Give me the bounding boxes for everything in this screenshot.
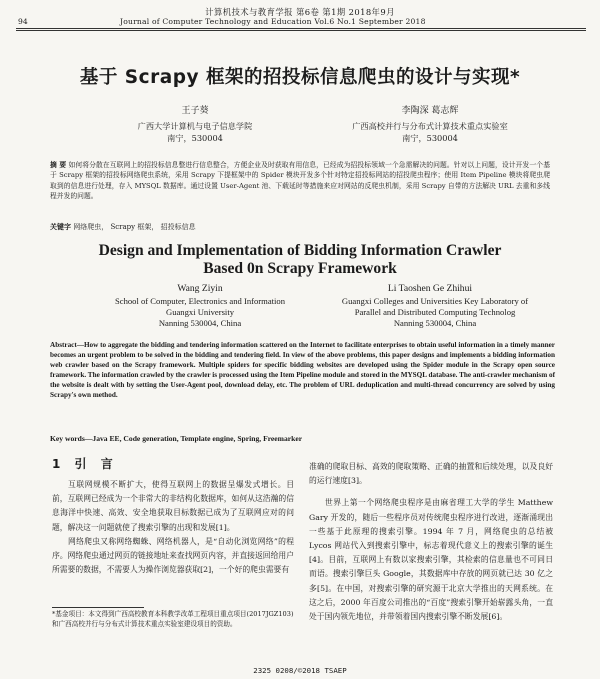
body-paragraph: 准确的爬取目标、高效的爬取策略、正确的抽置和后续处理，以及良好的运行速度[3]。 — [309, 462, 553, 486]
keywords-cn-label: 关键字 — [50, 223, 71, 231]
author-en-2: Li Taoshen Ge Zhihui — [387, 283, 473, 294]
header-rule-thin — [16, 30, 586, 31]
running-header-journal-en: Journal of Computer Technology and Education Vol.6 No.1 September 2018 — [120, 17, 426, 26]
running-header-journal: 计算机技术与教育学报 第6卷 第1期 2018年9月 — [205, 7, 395, 17]
affiliation-en-2-line-3: Nanning 530004, China — [393, 318, 477, 328]
abstract-en-label: Abstract — [50, 341, 77, 349]
keywords-cn-text: 网络爬虫， Scrapy 框架， 招投标信息 — [71, 223, 196, 231]
abstract-en-text: —How to aggregate the bidding and tendering information scattered on the Internet to facilitate enterprises to obtain useful information in a timely manner becomes an urgent problem to be solved in the bidding and tendering field. In view of the above problems, this paper designs and implements a bidding information web crawler based on the Scrapy framework. Multiple spiders for specific bidding websites are developed using the Spider module in the Scrapy open source framework. The information crawled by the crawler is processed using the Item Pipeline module and stored in the MYSQL database. The anti-crawler mechanism of the website is dealt with by setting the User-Agent pool, download delay, etc. The problem of URL deduplication and multi-thread concurrency are solved by using Scrapy's own method. — [50, 341, 555, 399]
copyright-code: 2325 0208/©2018 TSAEP — [253, 666, 347, 675]
affiliation-cn-2-line-2: 南宁，530004 — [402, 133, 458, 143]
abstract-cn-text: 如何将分散在互联网上的招投标信息整进行信息整合，方便企业及时获取有用信息，已经成为招投标领域一个急需解决的问题。针对以上问题，设计开发一个基于 Scrapy 框架的招投标网络爬虫系统，采用 Scrapy 下提框架中的 Spider 模块开发多个针对特定招投标网站的招投爬虫程序；使用 Item Pipeline 模块将爬虫爬取到的信息进行处理，存入 MYSQL 数据库。通过设置 User-Agent 池、下载延时等措施来应对网站的反爬虫机制，采用 Scrapy 自带的方法解决 URL 去重和多线程并发的问题。 — [50, 161, 550, 200]
header-rule — [16, 28, 586, 29]
author-cn-2: 李陶深 葛志辉 — [401, 106, 459, 116]
affiliation-en-2-line-1: Guangxi Colleges and Universities Key Laboratory of — [341, 296, 529, 306]
footnote-rule — [52, 607, 144, 608]
paper-title-en-line-2: Based 0n Scrapy Framework — [203, 260, 397, 277]
body-paragraph: 世界上第一个网络爬虫程序是由麻省理工大学的学生 Matthew Gary 开发的，随后一些程序员对传统爬虫程序进行改进，逐渐涌现出一些基于此原理的搜索引擎。1994 年 7 月，网络爬虫的总结被 Lycos 网站代入到搜索引擎中，标志着现代意义上的搜索引擎的诞生[4]。目前，互联网上有数以家搜索引擎，其检索的信息量也不可同日而语。搜索引擎巨头 Google，其数据库中存放的网页就已达 30 亿之多[5]。在中国，对搜索引擎的研究源于北京大学推出的天网系统。在这之后，2000 年百度公司推出的“百度”搜索引擎开始崭露头角，一直处于国内领先地位，并带领着国内搜索引擎不断发展[6]。 — [309, 498, 553, 622]
paper-title-en — [0, 242, 600, 278]
footnote-funding: *基金项目：本文得到广西高校教育本科教学改革工程项目重点项目(2017JGZ103)和广西高校并行与分布式计算技术重点实验室建设项目的资助。 — [52, 610, 294, 628]
paper-title-cn: 基于 Scrapy 框架的招投标信息爬虫的设计与实现* — [79, 67, 521, 88]
keywords-en — [50, 434, 555, 443]
affiliation-en-2-line-2: Parallel and Distributed Computing Technolog — [354, 307, 516, 317]
affiliation-cn-2 — [305, 120, 555, 144]
keywords-en-text: —Java EE, Code generation, Template engine, Spring, Freemarker — [84, 434, 303, 443]
keywords-cn — [50, 222, 550, 232]
abstract-en — [50, 340, 555, 400]
author-cn-1: 王子葵 — [181, 106, 209, 116]
affiliation-cn-1-line-2: 南宁，530004 — [167, 133, 223, 143]
abstract-cn — [50, 160, 550, 201]
affiliation-en-1-line-1: School of Computer, Electronics and Information — [114, 296, 286, 306]
author-en-1: Wang Ziyin — [177, 283, 223, 294]
paper-title-en-line-1: Design and Implementation of Bidding Information Crawler — [98, 242, 502, 259]
body-paragraph: 互联网规模不断扩大，使得互联网上的数据呈爆发式增长。目前，互联网已经成为一个非常大的非结构化数据库，如何从这浩瀚的信息海洋中快速、高效、安全地获取目标数据已成为了互联网应对的问题，解决这一问题就使了搜索引擎的出现和发展[1]。 — [52, 480, 294, 532]
section-heading-introduction: 1 引 言 — [52, 457, 113, 471]
keywords-en-label: Key words — [50, 434, 85, 443]
affiliation-cn-2-line-1: 广西高校并行与分布式计算技术重点实验室 — [352, 121, 508, 131]
affiliation-en-1-line-2: Guangxi University — [165, 307, 235, 317]
body-column-right — [309, 460, 553, 624]
affiliation-en-2 — [300, 296, 570, 329]
affiliation-cn-1 — [85, 120, 305, 144]
affiliation-cn-1-line-1: 广西大学计算机与电子信息学院 — [137, 121, 253, 131]
affiliation-en-1 — [60, 296, 340, 329]
page-number: 94 — [18, 17, 28, 26]
body-column-left — [52, 478, 294, 577]
abstract-cn-label: 摘 要 — [50, 161, 67, 169]
affiliation-en-1-line-3: Nanning 530004, China — [158, 318, 242, 328]
body-paragraph: 网络爬虫又称网络蜘蛛、网络机器人，是“自动化浏览网络”的程序。网络爬虫通过网页的链接地址来查找网页内容，并直接返回给用户所需要的数据，不需要人为操作浏览器获取[2]，一个好的爬虫需要有 — [52, 536, 294, 575]
